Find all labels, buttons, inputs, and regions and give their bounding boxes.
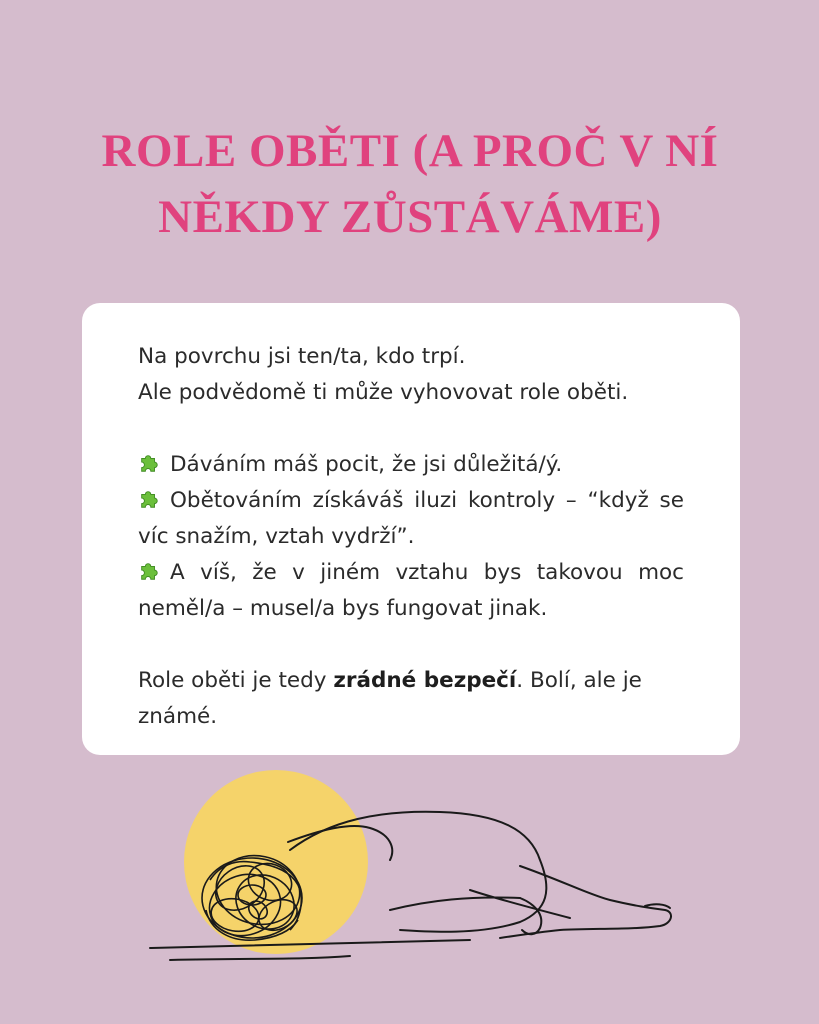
- lying-woman-illustration: [140, 770, 700, 1000]
- conclusion-prefix: Role oběti je tedy: [138, 668, 334, 693]
- page-title: [40, 118, 780, 250]
- bullet-text: Dáváním máš pocit, že jsi důležitá/ý.: [170, 452, 563, 477]
- intro-line-1: Na povrchu jsi ten/ta, kdo trpí.: [138, 344, 466, 369]
- ground-line: [170, 956, 350, 960]
- leg-outline: [500, 866, 671, 938]
- puzzle-icon: [138, 560, 160, 582]
- conclusion: [138, 663, 684, 735]
- bullet-item: [138, 555, 684, 627]
- bullet-item: [138, 483, 684, 555]
- conclusion-suffix: . Bolí, ale je známé.: [138, 668, 642, 729]
- puzzle-icon: [138, 452, 160, 474]
- bullet-item: [138, 447, 684, 483]
- bullet-text: A víš, že v jiném vztahu bys takovou moc neměl/a – musel/a bys fungovat jinak.: [138, 560, 684, 621]
- intro-line-2: Ale podvědomě ti může vyhovovat role oběti.: [138, 380, 629, 405]
- puzzle-icon: [138, 488, 160, 510]
- conclusion-emphasis: zrádné bezpečí: [333, 668, 517, 693]
- knee-outline: [470, 890, 570, 918]
- title-line-1: ROLE OBĚTI (A PROČ V NÍ: [101, 125, 719, 177]
- title-line-2: NĚKDY ZŮSTÁVÁME): [158, 191, 662, 243]
- text-card: [82, 303, 740, 755]
- bullet-text: Obětováním získáváš iluzi kontroly – “když se víc snažím, vztah vydrží”.: [138, 488, 684, 549]
